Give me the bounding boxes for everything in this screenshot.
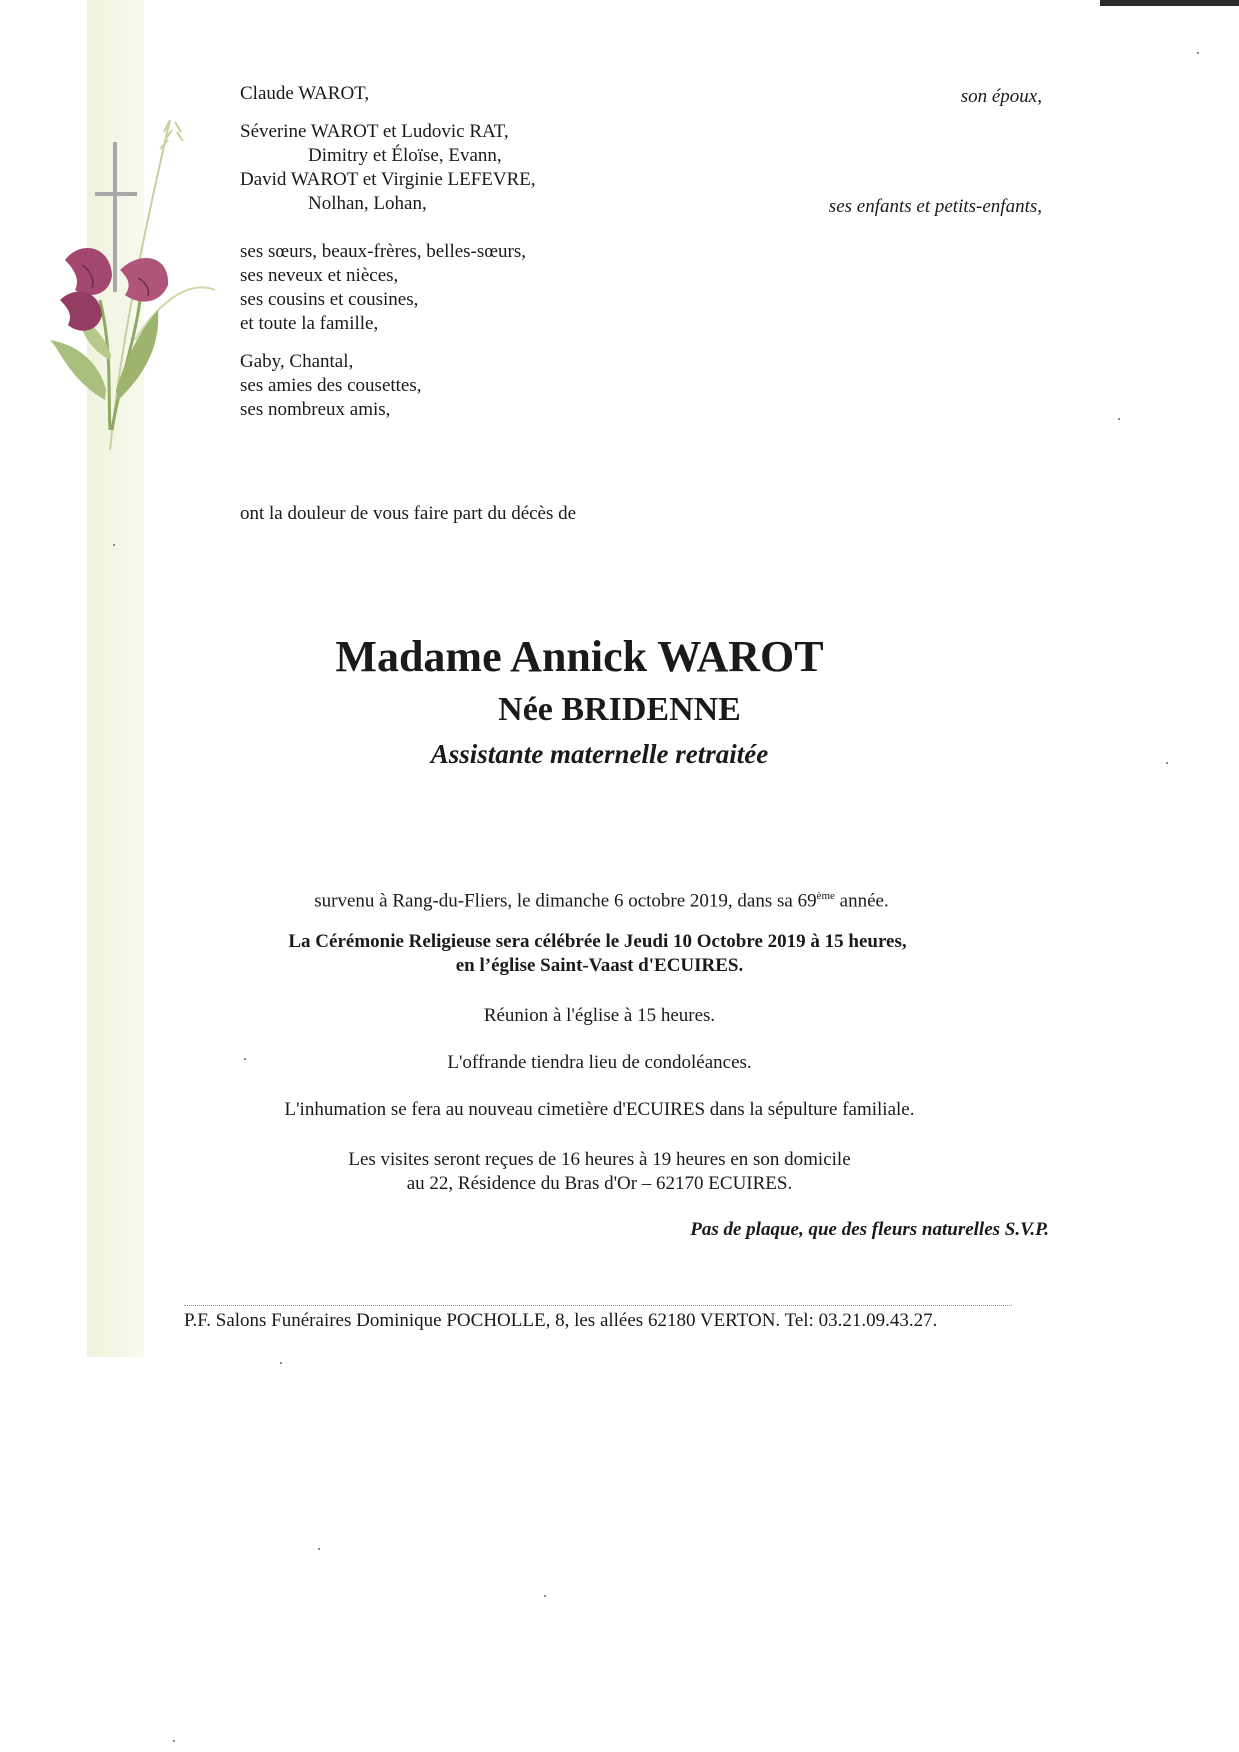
children-role: ses enfants et petits-enfants, (828, 196, 1042, 217)
death-text-end: année. (834, 890, 889, 912)
meeting-text: Réunion à l'église à 15 heures. (483, 1005, 716, 1026)
ceremony-line-2: en l’église Saint-Vaast d'ECUIRES. (455, 955, 744, 976)
friends-line: ses amies des cousettes, (240, 375, 422, 396)
relatives-line: ses cousins et cousines, (240, 289, 419, 310)
death-details (0, 884, 1221, 913)
spouse-name: Claude WAROT, (240, 83, 370, 104)
offering-text: L'offrande tiendra lieu de condoléances. (447, 1052, 752, 1073)
death-ordinal-suffix: ème (816, 890, 835, 902)
scan-speck (544, 1595, 546, 1597)
scan-speck (244, 1058, 246, 1060)
grandchildren-line: Nolhan, Lohan, (308, 193, 427, 214)
floral-cross-illustration (40, 100, 220, 480)
children-line: David WAROT et Virginie LEFEVRE, (240, 169, 536, 190)
grandchildren-line: Dimitry et Éloïse, Evann, (308, 145, 502, 166)
deceased-birth-name: Née BRIDENNE (498, 691, 741, 728)
visits-line-2: au 22, Résidence du Bras d'Or – 62170 ECUIRES. (406, 1173, 793, 1194)
ceremony-line-1: La Cérémonie Religieuse sera célébrée le Jeudi 10 Octobre 2019 à 15 heures, (288, 931, 907, 952)
footer-divider (184, 1305, 1012, 1306)
scan-edge-mark (1100, 0, 1239, 6)
death-text: survenu à Rang-du-Fliers, le dimanche 6 octobre 2019, dans sa 69 (314, 890, 817, 912)
relatives-line: ses neveux et nièces, (240, 265, 399, 286)
funeral-home-footer: P.F. Salons Funéraires Dominique POCHOLLE, 8, les allées 62180 VERTON. Tel: 03.21.09.43.27. (184, 1310, 938, 1331)
scan-speck (318, 1548, 320, 1550)
relatives-line: et toute la famille, (240, 313, 379, 334)
scan-speck (173, 1740, 175, 1742)
flowers-note: Pas de plaque, que des fleurs naturelles S.V.P. (690, 1219, 1049, 1240)
scan-speck (280, 1362, 282, 1364)
scan-speck (1118, 418, 1120, 420)
spouse-role: son époux, (960, 86, 1042, 107)
relatives-line: ses sœurs, beaux-frères, belles-sœurs, (240, 241, 526, 262)
deceased-occupation: Assistante maternelle retraitée (430, 739, 769, 769)
friends-line: Gaby, Chantal, (240, 351, 354, 372)
scan-speck (1166, 762, 1168, 764)
scan-speck (113, 544, 115, 546)
friends-line: ses nombreux amis, (240, 399, 391, 420)
deceased-name: Madame Annick WAROT (335, 632, 824, 681)
visits-line-1: Les visites seront reçues de 16 heures à 19 heures en son domicile (348, 1149, 851, 1170)
burial-text: L'inhumation se fera au nouveau cimetière d'ECUIRES dans la sépulture familiale. (284, 1099, 915, 1120)
children-line: Séverine WAROT et Ludovic RAT, (240, 121, 509, 142)
scan-speck (1197, 52, 1199, 54)
announcement-text: ont la douleur de vous faire part du décès de (240, 503, 577, 524)
